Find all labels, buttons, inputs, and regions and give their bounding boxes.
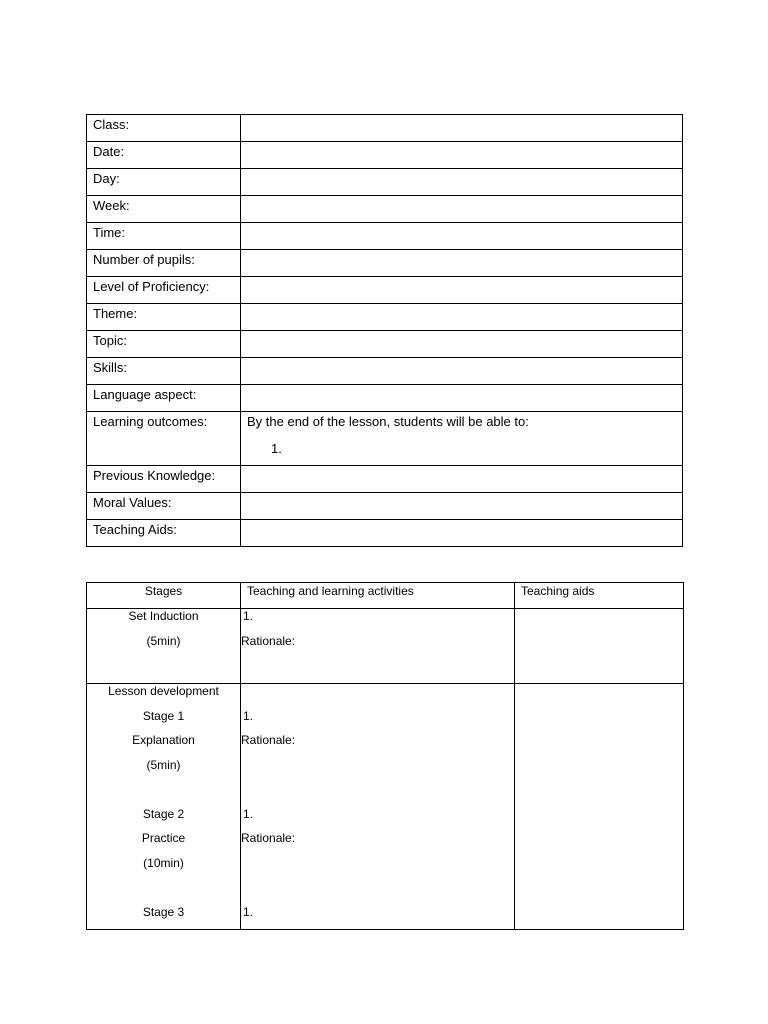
spacer <box>87 880 240 905</box>
lesson-development-row <box>87 684 684 930</box>
info-value-cell[interactable] <box>241 331 683 358</box>
stage1-duration: (5min) <box>146 757 181 772</box>
spacer <box>241 758 514 783</box>
info-value-cell[interactable] <box>241 412 683 466</box>
set-induction-stage-cell <box>87 609 241 684</box>
info-value-cell[interactable] <box>241 169 683 196</box>
info-value-cell[interactable] <box>241 304 683 331</box>
info-row-learning-outcomes <box>87 412 683 466</box>
info-row-moral-values <box>87 493 683 520</box>
set-induction-row <box>87 609 684 684</box>
info-label: Theme: <box>87 304 241 331</box>
info-value-cell[interactable] <box>241 196 683 223</box>
stages-header-row <box>87 583 684 609</box>
info-value-cell[interactable] <box>241 385 683 412</box>
info-row-number-of-pupils <box>87 250 683 277</box>
stage3-item: 1. <box>243 904 254 919</box>
info-value-cell[interactable] <box>241 520 683 547</box>
info-value-cell[interactable] <box>241 493 683 520</box>
info-label: Learning outcomes: <box>87 412 241 466</box>
info-label: Previous Knowledge: <box>87 466 241 493</box>
lesson-development-aids-cell[interactable] <box>515 684 684 930</box>
info-label: Number of pupils: <box>87 250 241 277</box>
lesson-development-title: Lesson development <box>108 684 219 698</box>
set-induction-aids-cell[interactable] <box>515 609 684 684</box>
info-row-previous-knowledge <box>87 466 683 493</box>
info-label: Language aspect: <box>87 385 241 412</box>
info-label: Teaching Aids: <box>87 520 241 547</box>
info-value-cell[interactable] <box>241 250 683 277</box>
lesson-development-stage-cell <box>87 684 241 930</box>
info-label: Time: <box>87 223 241 250</box>
info-label: Week: <box>87 196 241 223</box>
info-row-day <box>87 169 683 196</box>
stage2-item: 1. <box>243 806 254 821</box>
info-row-week <box>87 196 683 223</box>
stage1-label: Stage 1 <box>142 708 185 723</box>
learning-outcome-item: 1. <box>271 441 282 456</box>
stage2-name: Practice <box>141 831 186 845</box>
spacer <box>241 684 514 709</box>
stage2-rationale: Rationale: <box>241 831 296 845</box>
set-induction-duration: (5min) <box>146 633 181 648</box>
info-value-cell[interactable] <box>241 358 683 385</box>
info-row-class <box>87 115 683 142</box>
spacer <box>241 782 514 807</box>
info-row-skills <box>87 358 683 385</box>
info-label: Day: <box>87 169 241 196</box>
info-row-time <box>87 223 683 250</box>
stage2-duration: (10min) <box>143 855 184 870</box>
info-value-cell[interactable] <box>241 466 683 493</box>
info-value-cell[interactable] <box>241 223 683 250</box>
header-stages: Stages <box>87 583 241 609</box>
stage1-item: 1. <box>243 708 254 723</box>
learning-outcomes-intro: By the end of the lesson, students will be able to: <box>247 414 529 429</box>
lesson-info-table <box>86 114 683 547</box>
stage2-label: Stage 2 <box>142 806 185 821</box>
stage1-rationale: Rationale: <box>241 733 296 747</box>
header-activities: Teaching and learning activities <box>241 583 515 609</box>
spacer <box>241 880 514 905</box>
info-row-topic <box>87 331 683 358</box>
info-label: Topic: <box>87 331 241 358</box>
info-value-cell[interactable] <box>241 115 683 142</box>
info-row-language-aspect <box>87 385 683 412</box>
info-row-level-of-proficiency <box>87 277 683 304</box>
info-row-date <box>87 142 683 169</box>
set-induction-item: 1. <box>243 609 254 623</box>
set-induction-rationale: Rationale: <box>241 633 296 648</box>
info-value-cell[interactable] <box>241 142 683 169</box>
info-label: Level of Proficiency: <box>87 277 241 304</box>
info-label: Skills: <box>87 358 241 385</box>
info-value-cell[interactable] <box>241 277 683 304</box>
stage1-name: Explanation <box>132 733 195 747</box>
info-row-theme <box>87 304 683 331</box>
spacer <box>241 856 514 881</box>
set-induction-name: Set Induction <box>128 609 199 623</box>
stages-table <box>86 582 684 930</box>
info-label: Moral Values: <box>87 493 241 520</box>
lesson-development-activities-cell[interactable] <box>241 684 515 930</box>
set-induction-activities-cell[interactable] <box>241 609 515 684</box>
info-label: Class: <box>87 115 241 142</box>
info-row-teaching-aids <box>87 520 683 547</box>
info-label: Date: <box>87 142 241 169</box>
stage3-label: Stage 3 <box>142 904 185 919</box>
header-teaching-aids: Teaching aids <box>515 583 684 609</box>
spacer <box>87 782 240 807</box>
